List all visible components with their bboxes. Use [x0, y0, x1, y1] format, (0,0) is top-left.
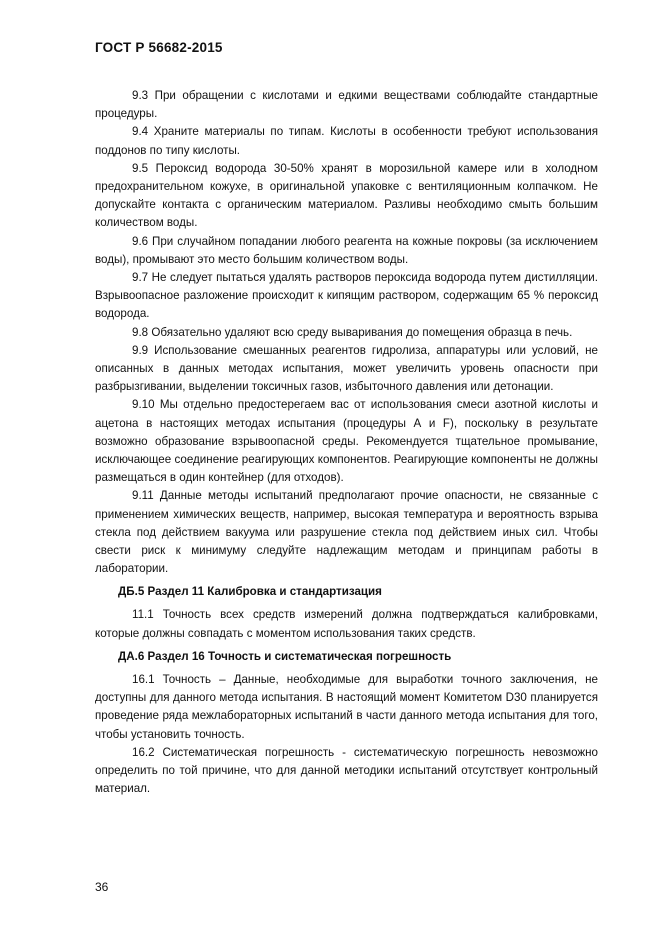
paragraph-16-1: 16.1 Точность – Данные, необходимые для выработки точного заключения, не доступны для данного метода испытания. В настоящий момент Комитетом D30 планируется проведение ряда межлабораторных испытаний в части данного метода испытания для того, чтобы установить точность.	[95, 672, 598, 741]
paragraph-9-3: 9.3 При обращении с кислотами и едкими веществами соблюдайте стандартные процедуры.	[95, 89, 598, 121]
section-heading-db5: ДБ.5 Раздел 11 Калибровка и стандартизация	[118, 585, 382, 599]
paragraph-9-11: 9.11 Данные методы испытаний предполагают прочие опасности, не связанные с применением химических веществ, например, высокая температура и вероятность взрыва стекла под действием вакуума или разрушение стекла под действием иных сил. Чтобы свести риск к минимуму следуйте надлежащим методам и принципам работы в лаборатории.	[95, 489, 598, 576]
page-number: 36	[95, 880, 109, 894]
paragraph-11-1: 11.1 Точность всех средств измерений должна подтверждаться калибровками, которые должны совпадать с моментом использования таких средств.	[95, 608, 598, 640]
paragraph-9-7: 9.7 Не следует пытаться удалять растворов пероксида водорода путем дистилляции. Взрывоопасное разложение происходит к кипящим раствором, содержащим 65 % пероксид водорода.	[95, 271, 598, 321]
paragraph-9-10: 9.10 Мы отдельно предостерегаем вас от использования смеси азотной кислоты и ацетона в настоящих методах испытания (процедуры А и F), поскольку в результате возможно образование взрывоопасной среды. Рекомендуется тщательное промывание, исключающее соединение реагирующих компонентов. Реагирующие компоненты не должны размещаться в один контейнер (для отходов).	[95, 398, 598, 485]
paragraph-9-4: 9.4 Храните материалы по типам. Кислоты в особенности требуют использования поддонов по типу кислоты.	[95, 125, 598, 157]
document-code-header: ГОСТ Р 56682-2015	[95, 40, 223, 55]
paragraph-16-2: 16.2 Систематическая погрешность - систематическую погрешность невозможно определить по той причине, что для данной методики испытаний отсутствует контрольный материал.	[95, 745, 598, 796]
paragraph-9-8: 9.8 Обязательно удаляют всю среду вываривания до помещения образца в печь.	[132, 325, 573, 339]
section-heading-da6: ДА.6 Раздел 16 Точность и систематическая погрешность	[118, 649, 452, 663]
paragraph-9-9: 9.9 Использование смешанных реагентов гидролиза, аппаратуры или условий, не описанных в данных методах испытания, может увеличить уровень опасности при разбрызгивании, выделении токсичных газов, избыточного давления или детонации.	[95, 343, 598, 394]
document-body	[95, 87, 598, 798]
paragraph-9-6: 9.6 При случайном попадании любого реагента на кожные покровы (за исключением воды), промывают это место большим количеством воды.	[95, 234, 598, 266]
paragraph-9-5: 9.5 Пероксид водорода 30-50% хранят в морозильной камере или в холодном предохранительном кожухе, в оригинальной упаковке с вентиляционным колпачком. Не допускайте контакта с органическим материалом. Разливы необходимо смыть большим количеством воды.	[95, 161, 598, 230]
